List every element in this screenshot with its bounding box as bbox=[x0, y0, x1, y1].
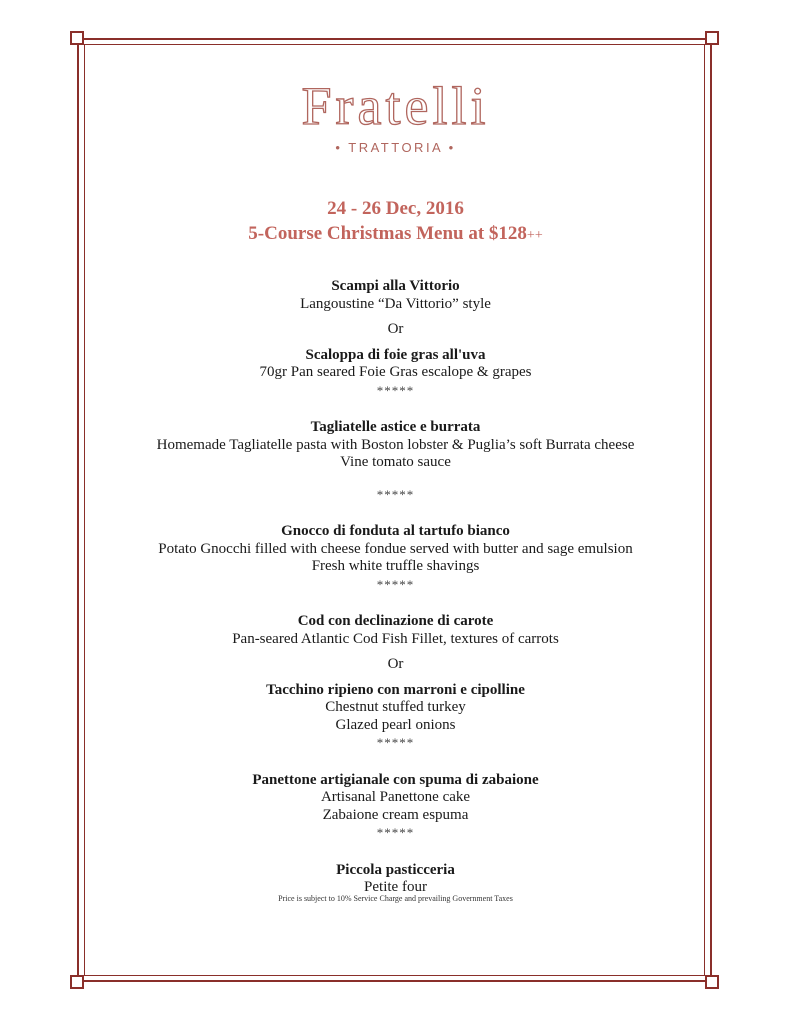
logo-wordmark: Fratelli bbox=[301, 76, 490, 136]
course-separator: ***** bbox=[376, 735, 415, 750]
dish-name: Scampi alla Vittorio bbox=[331, 278, 460, 294]
dish-name: Cod con declinazione di carote bbox=[297, 613, 494, 629]
or-divider: Or bbox=[387, 656, 404, 672]
menu-course bbox=[0, 772, 791, 842]
menu-course bbox=[0, 862, 791, 897]
dish-name: Tagliatelle astice e burrata bbox=[310, 419, 481, 435]
dish-name: Panettone artigianale con spuma di zabaione bbox=[252, 771, 539, 788]
dish-description: Potato Gnocchi filled with cheese fondue served with butter and sage emulsion bbox=[158, 540, 633, 557]
menu-course bbox=[0, 682, 791, 752]
dish-name: Gnocco di fonduta al tartufo bianco bbox=[281, 523, 510, 539]
dish-description: Artisanal Panettone cake bbox=[320, 789, 471, 805]
dish-description: Fresh white truffle shavings bbox=[311, 558, 480, 574]
dish-name: Scaloppa di foie gras all'uva bbox=[305, 346, 486, 363]
dish-name: Piccola pasticceria bbox=[336, 861, 455, 878]
dish-description: 70gr Pan seared Foie Gras escalope & grapes bbox=[259, 364, 532, 380]
border-corner-ornament bbox=[70, 31, 84, 45]
course-separator: ***** bbox=[376, 576, 415, 592]
menu-course bbox=[0, 347, 791, 400]
price-footnote: Price is subject to 10% Service Charge and prevailing Government Taxes bbox=[278, 894, 513, 903]
price-suffix: ++ bbox=[526, 228, 543, 243]
menu-heading bbox=[0, 196, 791, 248]
dish-description: Chestnut stuffed turkey bbox=[325, 699, 466, 715]
logo-subtitle: • TRATTORIA • bbox=[335, 140, 456, 155]
dish-description: Petite four bbox=[364, 879, 427, 895]
dish-description: Vine tomato sauce bbox=[340, 454, 451, 470]
dish-description: Zabaione cream espuma bbox=[322, 806, 469, 823]
dish-description: Pan-seared Atlantic Cod Fish Fillet, textures of carrots bbox=[232, 630, 559, 647]
menu-course bbox=[0, 613, 791, 648]
course-separator: ***** bbox=[376, 825, 415, 840]
dish-description: Langoustine “Da Vittorio” style bbox=[300, 295, 491, 312]
dish-description: Glazed pearl onions bbox=[335, 716, 456, 733]
course-separator: ***** bbox=[376, 486, 415, 502]
restaurant-logo bbox=[0, 78, 791, 155]
dish-description: Homemade Tagliatelle pasta with Boston lobster & Puglia’s soft Burrata cheese bbox=[156, 436, 635, 453]
menu-dates: 24 - 26 Dec, 2016 bbox=[327, 198, 464, 219]
menu-title: 5-Course Christmas Menu at $128++ bbox=[248, 223, 543, 244]
border-corner-ornament bbox=[70, 975, 84, 989]
or-divider: Or bbox=[387, 321, 404, 337]
menu-courses bbox=[0, 278, 791, 897]
border-corner-ornament bbox=[705, 975, 719, 989]
menu-course bbox=[0, 419, 791, 503]
dish-name: Tacchino ripieno con marroni e cipolline bbox=[266, 681, 525, 698]
border-corner-ornament bbox=[705, 31, 719, 45]
course-separator: ***** bbox=[376, 382, 415, 398]
menu-course bbox=[0, 278, 791, 313]
menu-course bbox=[0, 523, 791, 593]
